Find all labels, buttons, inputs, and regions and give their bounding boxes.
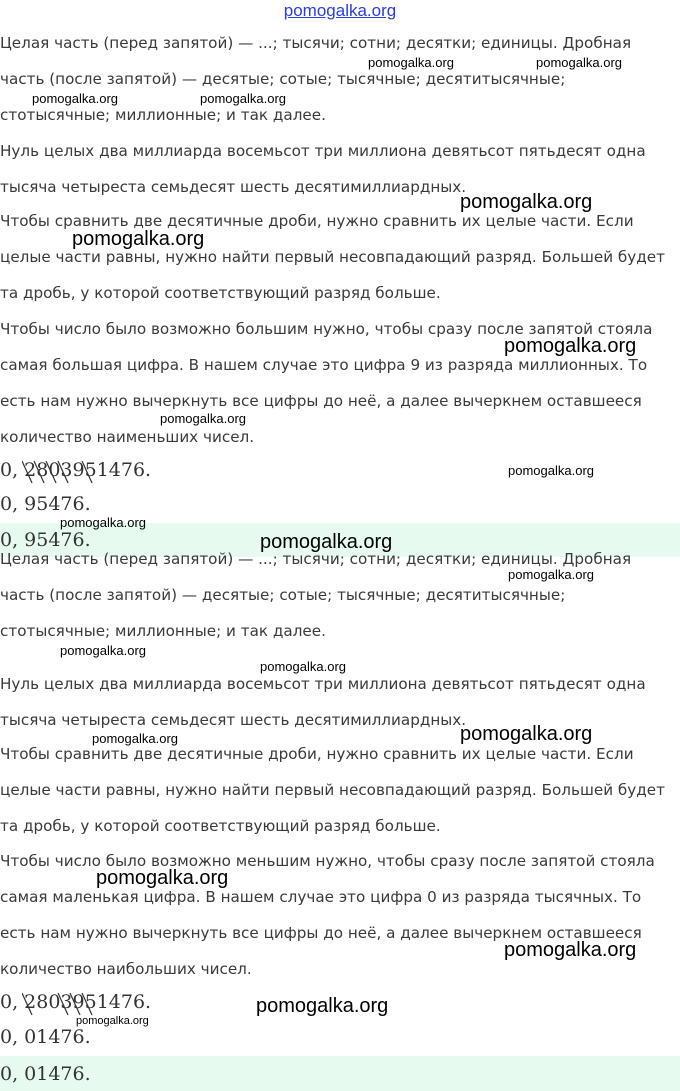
site-header-link[interactable]: pomogalka.org [283,1,397,20]
watermark: pomogalka.org [160,411,246,426]
section2-explanation: Чтобы число было возможно меньшим нужно, чтобы сразу после запятой стояла самая маленькая цифра. В нашем случае это цифра 0 из разряда тысячных. То есть нам нужно вычеркнуть все цифры до неё, а далее вычеркнем оставшееся количество наибольших чисел. [0,852,655,978]
section2-answer: 0, 01476. [0,1063,91,1085]
section2-step2: 0, 01476. [0,1026,91,1048]
section2-digit-places: Целая часть (перед запятой) — ...; тысячи; сотни; десятки; единицы. Дробная часть (после запятой) — десятые; сотые; тысячные; десятитысячные; стотысячные; миллионные; и так далее. [0,550,632,640]
watermark: pomogalka.org [60,515,146,530]
watermark: pomogalka.org [260,659,346,674]
watermark: pomogalka.org [76,1015,149,1027]
section2-answer-highlight [0,1056,680,1091]
section2-number-words: Нуль целых два миллиарда восемьсот три миллиона девятьсот пятьдесят одна тысяча четыреста семьдесят шесть десятимиллиардных. [0,675,646,729]
section2-strike-marks [22,991,122,1017]
watermark: pomogalka.org [504,939,637,961]
section1-digit-places: Целая часть (перед запятой) — ...; тысячи; сотни; десятки; единицы. Дробная часть (после запятой) — десятые; сотые; тысячные; десятитысячные; стотысячные; миллионные; и так далее. [0,34,632,124]
section2-step1: 0, 2803951476. [0,991,152,1013]
watermark: pomogalka.org [256,995,389,1017]
watermark: pomogalka.org [508,567,594,582]
watermark: pomogalka.org [200,91,286,106]
section1-explanation: Чтобы число было возможно большим нужно, чтобы сразу после запятой стояла самая большая цифра. В нашем случае это цифра 9 из разряда миллионных. То есть нам нужно вычеркнуть все цифры до неё, а далее вычеркнем оставшееся количество наименьших чисел. [0,320,653,446]
watermark: pomogalka.org [260,531,393,553]
watermark: pomogalka.org [72,228,205,250]
section1-number-words: Нуль целых два миллиарда восемьсот три миллиона девятьсот пятьдесят одна тысяча четыреста семьдесят шесть десятимиллиардных. [0,142,646,196]
watermark: pomogalka.org [536,55,622,70]
watermark: pomogalka.org [508,463,594,478]
section1-strike-marks [22,459,122,485]
watermark: pomogalka.org [32,91,118,106]
section1-answer: 0, 95476. [0,529,91,551]
watermark: pomogalka.org [60,643,146,658]
section1-step2: 0, 95476. [0,493,91,515]
section1-compare-rule: Чтобы сравнить две десятичные дроби, нужно сравнить их целые части. Если целые части равны, нужно найти первый несовпадающий разряд. Большей будет та дробь, у которой соответствующий разряд больше. [0,212,665,302]
section1-step1: 0, 2803951476. [0,459,152,481]
watermark: pomogalka.org [96,867,229,889]
watermark: pomogalka.org [92,731,178,746]
watermark: pomogalka.org [504,335,637,357]
section2-compare-rule: Чтобы сравнить две десятичные дроби, нужно сравнить их целые части. Если целые части равны, нужно найти первый несовпадающий разряд. Большей будет та дробь, у которой соответствующий разряд больше. [0,745,665,835]
watermark: pomogalka.org [460,723,593,745]
watermark: pomogalka.org [368,55,454,70]
watermark: pomogalka.org [460,191,593,213]
